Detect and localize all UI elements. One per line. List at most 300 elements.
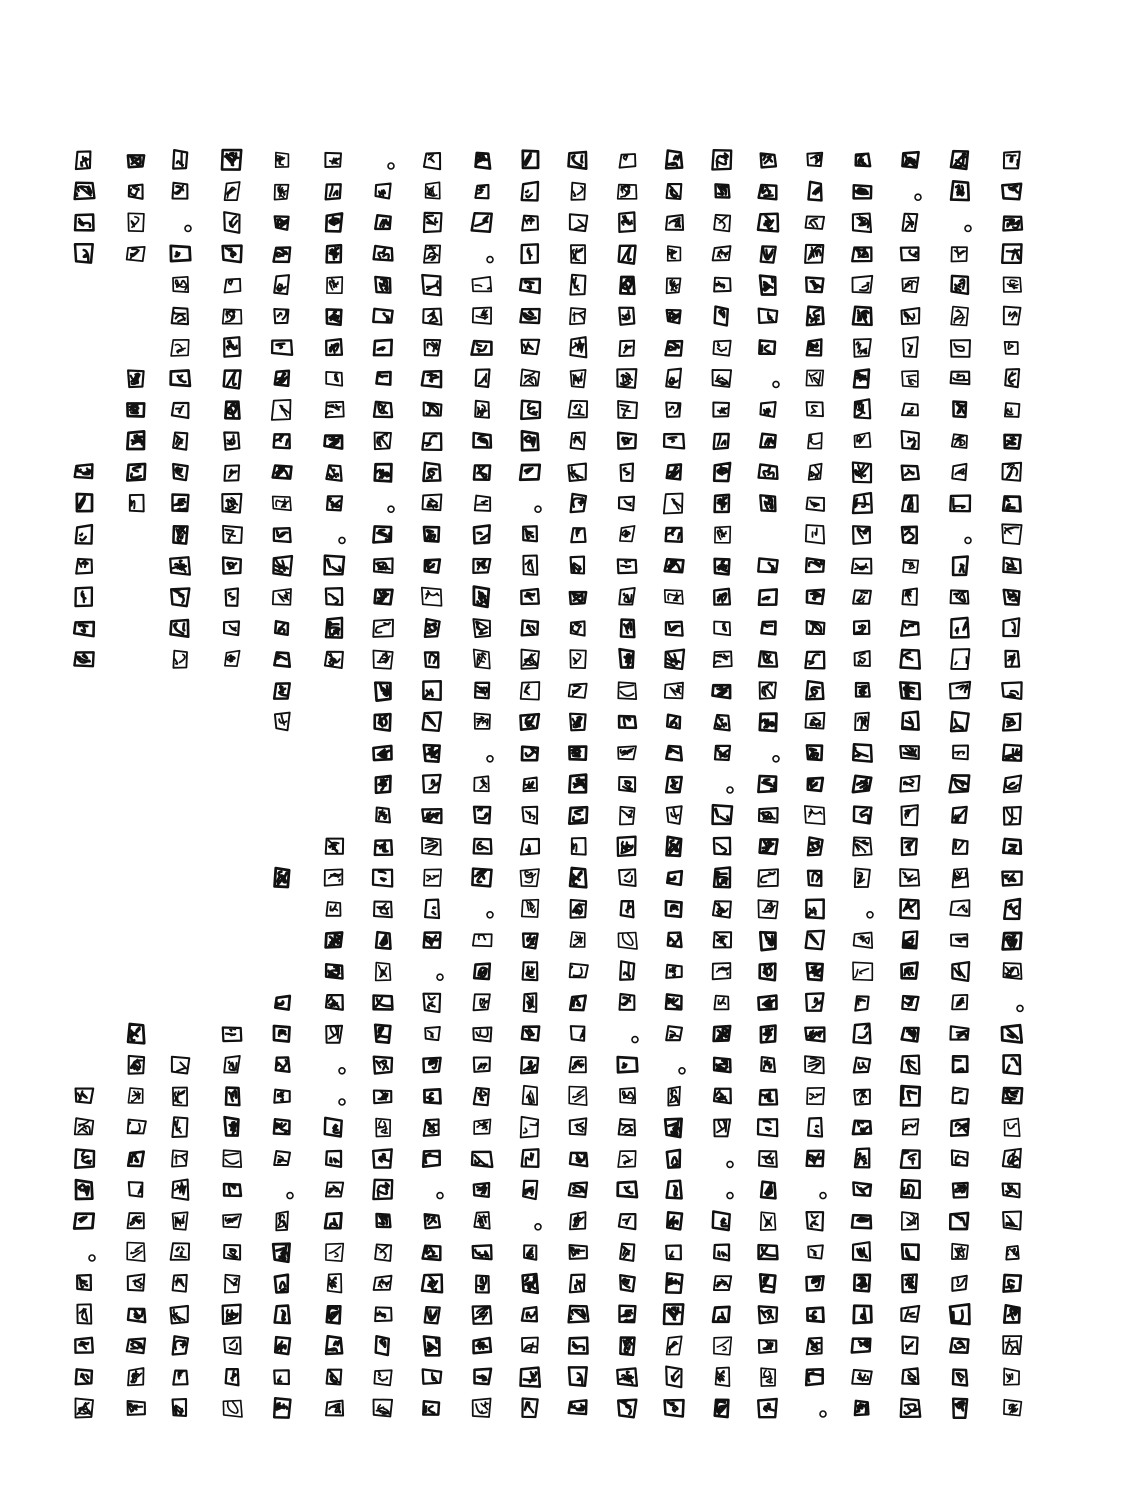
handwritten-glyph — [376, 1119, 390, 1137]
handwritten-glyph — [224, 1056, 240, 1073]
handwritten-glyph — [1003, 217, 1022, 231]
handwritten-glyph — [474, 1119, 490, 1134]
handwritten-glyph — [952, 962, 969, 981]
handwritten-glyph — [618, 401, 637, 418]
handwritten-glyph — [76, 1180, 92, 1199]
column-3 — [900, 152, 921, 1417]
handwritten-glyph — [758, 559, 777, 573]
handwritten-glyph — [569, 1400, 587, 1414]
handwritten-glyph — [171, 246, 190, 261]
handwritten-glyph — [570, 592, 586, 604]
handwritten-glyph — [715, 559, 730, 574]
handwritten-glyph — [667, 464, 681, 479]
period-mark — [915, 194, 921, 200]
handwritten-glyph — [855, 996, 868, 1010]
handwritten-glyph — [326, 465, 341, 480]
handwritten-glyph — [854, 807, 871, 824]
handwritten-glyph — [952, 1276, 967, 1291]
handwritten-glyph — [951, 1119, 968, 1136]
handwritten-glyph — [173, 1275, 187, 1292]
handwritten-glyph — [373, 526, 391, 542]
handwritten-glyph — [953, 1370, 967, 1386]
handwritten-glyph — [808, 433, 822, 449]
handwritten-glyph — [275, 996, 290, 1010]
handwritten-glyph — [666, 901, 682, 917]
handwritten-glyph — [375, 277, 390, 293]
handwritten-glyph — [569, 464, 586, 482]
handwritten-glyph — [523, 556, 537, 575]
handwritten-glyph — [853, 463, 871, 483]
handwritten-glyph — [326, 933, 342, 948]
handwritten-glyph — [275, 621, 288, 635]
handwritten-glyph — [570, 996, 586, 1010]
handwritten-glyph — [570, 650, 586, 668]
handwritten-glyph — [953, 1399, 967, 1418]
handwritten-glyph — [326, 1151, 341, 1167]
handwritten-glyph — [618, 433, 636, 449]
handwritten-glyph — [950, 775, 970, 792]
handwritten-glyph — [474, 649, 490, 668]
handwritten-glyph — [713, 246, 731, 260]
handwritten-glyph — [522, 1307, 537, 1321]
handwritten-glyph — [326, 213, 342, 231]
handwritten-glyph — [173, 464, 188, 480]
handwritten-glyph — [1003, 1088, 1022, 1103]
handwritten-glyph — [808, 837, 823, 855]
handwritten-glyph — [666, 528, 682, 542]
handwritten-glyph — [759, 464, 778, 478]
handwritten-glyph — [760, 495, 775, 511]
handwritten-glyph — [807, 498, 825, 511]
handwritten-glyph — [902, 712, 918, 730]
handwritten-glyph — [617, 369, 636, 388]
handwritten-glyph — [1004, 152, 1020, 169]
handwritten-glyph — [853, 776, 871, 792]
period-mark — [727, 1161, 733, 1167]
handwritten-glyph — [570, 1212, 586, 1229]
handwritten-glyph — [759, 651, 777, 666]
handwritten-glyph — [325, 1213, 341, 1228]
handwritten-glyph — [1005, 435, 1021, 449]
handwritten-glyph — [1002, 872, 1021, 886]
handwritten-glyph — [570, 275, 585, 295]
handwritten-glyph — [760, 1090, 777, 1105]
handwritten-glyph — [326, 184, 341, 199]
handwritten-glyph — [75, 1150, 94, 1168]
handwritten-glyph — [805, 652, 824, 669]
handwritten-glyph — [855, 433, 871, 447]
handwritten-glyph — [476, 369, 490, 387]
period-mark — [437, 1193, 443, 1199]
handwritten-glyph — [275, 1337, 290, 1354]
handwritten-glyph — [74, 622, 94, 636]
handwritten-glyph — [1004, 1275, 1021, 1292]
handwritten-glyph — [667, 184, 682, 199]
handwritten-glyph — [951, 151, 968, 169]
handwritten-glyph — [173, 277, 188, 292]
handwritten-glyph — [759, 1340, 776, 1353]
handwritten-glyph — [520, 279, 540, 293]
handwritten-glyph — [1002, 682, 1021, 699]
handwritten-glyph — [272, 340, 292, 354]
handwritten-glyph — [1003, 558, 1020, 573]
handwritten-glyph — [569, 1183, 587, 1198]
handwritten-glyph — [666, 151, 682, 169]
handwritten-glyph — [854, 621, 869, 634]
handwritten-glyph — [807, 1151, 824, 1166]
handwritten-glyph — [900, 869, 919, 886]
handwritten-glyph — [667, 1336, 682, 1354]
handwritten-glyph — [762, 622, 776, 635]
handwritten-glyph — [1003, 618, 1019, 636]
handwritten-glyph — [474, 807, 490, 823]
handwritten-glyph — [950, 1304, 969, 1324]
handwritten-glyph — [807, 1212, 824, 1230]
handwritten-glyph — [522, 621, 538, 636]
handwritten-glyph — [472, 213, 492, 231]
handwritten-glyph — [805, 806, 825, 824]
handwritten-glyph — [666, 777, 682, 792]
handwritten-glyph — [425, 1027, 440, 1040]
handwritten-glyph — [171, 589, 189, 607]
handwritten-glyph — [715, 495, 729, 512]
handwritten-glyph — [902, 1275, 917, 1292]
handwritten-glyph — [473, 1028, 491, 1042]
handwritten-glyph — [76, 559, 92, 574]
handwritten-glyph — [424, 1119, 439, 1135]
period-mark — [773, 381, 779, 387]
column-15 — [325, 153, 346, 1416]
handwritten-glyph — [807, 964, 823, 981]
handwritten-glyph — [523, 962, 538, 980]
handwritten-glyph — [128, 1274, 145, 1290]
handwritten-glyph — [853, 837, 871, 855]
handwritten-glyph — [128, 1368, 144, 1385]
handwritten-glyph — [714, 1058, 730, 1072]
handwritten-glyph — [374, 1057, 392, 1074]
period-mark — [773, 756, 779, 762]
handwritten-glyph — [325, 436, 343, 449]
handwritten-glyph — [422, 838, 441, 855]
handwritten-glyph — [806, 681, 823, 699]
handwritten-glyph — [806, 931, 824, 949]
handwritten-glyph — [474, 433, 491, 448]
handwritten-glyph — [903, 1119, 919, 1134]
handwritten-glyph — [130, 495, 144, 512]
period-mark — [287, 1193, 293, 1199]
handwritten-glyph — [619, 588, 635, 605]
handwritten-glyph — [570, 337, 586, 357]
handwritten-glyph — [1003, 1184, 1020, 1198]
handwritten-glyph — [665, 683, 683, 699]
handwritten-glyph — [666, 1246, 681, 1260]
handwritten-glyph — [901, 1056, 919, 1074]
handwritten-glyph — [522, 1027, 539, 1041]
handwritten-glyph — [325, 652, 343, 668]
handwritten-glyph — [172, 1180, 188, 1200]
handwritten-glyph — [952, 807, 967, 823]
handwritten-glyph — [1004, 1368, 1019, 1384]
handwritten-glyph — [325, 1118, 342, 1137]
handwritten-glyph — [761, 1182, 775, 1199]
handwritten-glyph — [852, 248, 871, 262]
handwritten-glyph — [475, 1369, 492, 1384]
handwritten-glyph — [902, 996, 918, 1010]
handwritten-glyph — [225, 402, 239, 419]
column-14 — [373, 163, 394, 1417]
period-mark — [339, 1068, 345, 1074]
handwritten-glyph — [171, 620, 189, 637]
handwritten-glyph — [571, 900, 587, 918]
handwritten-glyph — [376, 808, 390, 823]
handwritten-glyph — [667, 806, 682, 824]
handwritten-glyph — [713, 963, 731, 979]
handwritten-glyph — [852, 1370, 872, 1384]
handwritten-glyph — [620, 961, 634, 980]
handwritten-glyph — [806, 1276, 823, 1290]
handwritten-glyph — [422, 371, 441, 387]
handwritten-glyph — [422, 433, 441, 450]
column-18 — [170, 150, 191, 1416]
handwritten-glyph — [902, 431, 919, 449]
handwritten-glyph — [274, 528, 291, 542]
handwritten-glyph — [618, 560, 637, 574]
handwritten-glyph — [77, 494, 92, 511]
handwritten-glyph — [951, 649, 969, 669]
handwritten-glyph — [76, 588, 92, 607]
period-mark — [1017, 1005, 1023, 1011]
handwritten-glyph — [276, 1212, 288, 1231]
handwritten-glyph — [520, 309, 539, 323]
handwritten-glyph — [758, 776, 776, 792]
handwritten-glyph — [521, 682, 540, 700]
handwritten-glyph — [951, 934, 967, 947]
handwritten-glyph — [853, 526, 870, 544]
handwritten-glyph — [74, 652, 93, 666]
handwritten-glyph — [952, 247, 968, 261]
handwritten-glyph — [523, 1399, 538, 1418]
handwritten-glyph — [475, 401, 489, 418]
handwritten-glyph — [570, 1245, 587, 1259]
handwritten-glyph — [853, 493, 872, 513]
handwritten-glyph — [950, 496, 970, 512]
handwritten-glyph — [951, 590, 969, 603]
handwritten-glyph — [570, 932, 584, 947]
handwritten-glyph — [223, 1028, 242, 1042]
handwritten-glyph — [854, 370, 869, 388]
handwritten-glyph — [171, 371, 190, 386]
handwritten-glyph — [621, 464, 633, 481]
handwritten-glyph — [423, 1151, 440, 1167]
column-6 — [758, 153, 779, 1417]
handwritten-glyph — [522, 340, 540, 354]
handwritten-glyph — [425, 652, 438, 667]
handwritten-glyph — [759, 808, 778, 823]
period-mark — [339, 1099, 345, 1105]
handwritten-glyph — [760, 840, 778, 854]
handwritten-glyph — [224, 337, 240, 357]
period-mark — [89, 1255, 95, 1261]
handwritten-glyph — [374, 902, 392, 918]
handwritten-glyph — [128, 1120, 146, 1134]
handwritten-glyph — [376, 932, 390, 949]
handwritten-glyph — [620, 649, 634, 667]
handwritten-glyph — [374, 559, 393, 574]
handwritten-glyph — [225, 651, 240, 667]
handwritten-glyph — [902, 588, 917, 605]
handwritten-glyph — [425, 340, 441, 356]
handwritten-glyph — [274, 248, 291, 262]
handwritten-glyph — [760, 964, 776, 981]
handwritten-glyph — [274, 1026, 290, 1042]
handwritten-glyph — [714, 622, 730, 636]
handwritten-glyph — [275, 371, 289, 386]
handwritten-glyph — [328, 1274, 342, 1293]
handwritten-glyph — [173, 150, 187, 169]
handwritten-glyph — [854, 1090, 870, 1105]
handwritten-glyph — [522, 182, 538, 201]
handwritten-glyph — [854, 1275, 870, 1292]
handwritten-glyph — [760, 276, 775, 295]
handwritten-glyph — [75, 244, 93, 262]
handwritten-glyph — [75, 215, 93, 231]
handwritten-glyph — [473, 1306, 492, 1324]
handwritten-glyph — [377, 1214, 391, 1227]
handwritten-glyph — [713, 901, 731, 917]
handwritten-glyph — [423, 309, 441, 325]
handwritten-glyph — [274, 1370, 289, 1384]
handwritten-glyph — [1004, 807, 1021, 825]
handwritten-glyph — [761, 153, 776, 167]
handwritten-glyph — [171, 1243, 190, 1260]
handwritten-glyph — [569, 775, 586, 793]
handwritten-glyph — [761, 1026, 776, 1043]
handwritten-glyph — [853, 307, 872, 325]
handwritten-glyph — [326, 1401, 343, 1416]
handwritten-glyph — [225, 1117, 239, 1135]
handwritten-glyph — [127, 247, 145, 261]
handwritten-glyph — [523, 526, 537, 541]
handwritten-glyph — [715, 1400, 729, 1417]
handwritten-glyph — [226, 588, 238, 605]
handwritten-glyph — [950, 682, 970, 699]
handwritten-glyph — [225, 279, 241, 293]
handwritten-glyph — [327, 245, 341, 262]
handwritten-glyph — [901, 1150, 920, 1168]
handwritten-glyph — [76, 1369, 92, 1384]
handwritten-glyph — [667, 1150, 680, 1168]
handwritten-glyph — [569, 1367, 587, 1385]
handwritten-glyph — [521, 1368, 540, 1387]
handwritten-glyph — [619, 1119, 635, 1135]
handwritten-glyph — [376, 963, 391, 981]
handwritten-glyph — [521, 714, 539, 730]
handwritten-glyph — [713, 403, 729, 417]
handwritten-glyph — [1004, 590, 1020, 605]
handwritten-glyph — [521, 839, 539, 855]
handwritten-glyph — [619, 308, 634, 325]
handwritten-glyph — [1003, 933, 1022, 949]
handwritten-glyph — [326, 995, 343, 1010]
handwritten-glyph — [77, 1304, 91, 1323]
column-10 — [569, 152, 589, 1414]
handwritten-glyph — [374, 246, 393, 260]
handwritten-glyph — [225, 465, 240, 480]
handwritten-glyph — [572, 838, 586, 855]
handwritten-glyph — [1005, 403, 1020, 417]
handwritten-glyph — [569, 1306, 589, 1322]
handwritten-glyph — [853, 590, 871, 603]
handwritten-glyph — [373, 651, 392, 669]
period-mark — [727, 1193, 733, 1199]
handwritten-glyph — [951, 307, 968, 326]
handwritten-glyph — [902, 838, 917, 855]
handwritten-glyph — [620, 1244, 634, 1261]
handwritten-glyph — [901, 1086, 920, 1105]
handwritten-glyph — [1003, 963, 1021, 979]
handwritten-glyph — [274, 1398, 290, 1417]
handwritten-glyph — [854, 339, 871, 357]
handwritten-glyph — [173, 1336, 188, 1354]
handwritten-glyph — [1002, 184, 1021, 199]
handwritten-glyph — [373, 1149, 392, 1167]
handwritten-glyph — [619, 777, 635, 792]
handwritten-glyph — [853, 744, 872, 761]
handwritten-glyph — [275, 868, 290, 887]
handwritten-glyph — [761, 402, 776, 417]
handwritten-glyph — [1002, 524, 1021, 544]
handwritten-glyph — [902, 371, 918, 387]
handwritten-glyph — [1002, 1025, 1022, 1042]
handwritten-glyph — [522, 900, 539, 917]
handwritten-glyph — [1003, 1336, 1021, 1354]
handwritten-glyph — [224, 433, 239, 450]
handwritten-glyph — [950, 900, 969, 916]
handwritten-glyph — [425, 900, 439, 919]
handwritten-glyph — [666, 341, 683, 355]
handwritten-glyph — [806, 993, 823, 1010]
period-mark — [965, 225, 971, 231]
handwritten-glyph — [716, 184, 730, 197]
column-9 — [617, 154, 638, 1417]
handwritten-glyph — [761, 1368, 775, 1386]
handwritten-glyph — [171, 1306, 188, 1324]
handwritten-glyph — [474, 1183, 489, 1197]
column-7 — [712, 150, 733, 1417]
handwritten-glyph — [854, 185, 872, 198]
handwritten-glyph — [806, 370, 823, 385]
handwritten-glyph — [423, 463, 440, 481]
handwritten-glyph — [128, 1213, 144, 1228]
handwritten-glyph — [902, 152, 918, 167]
handwritten-glyph — [474, 964, 490, 979]
handwritten-glyph — [475, 683, 489, 698]
handwritten-glyph — [374, 1276, 392, 1290]
handwritten-glyph — [808, 1245, 823, 1258]
handwritten-glyph — [273, 589, 291, 605]
handwritten-glyph — [274, 309, 288, 323]
handwritten-glyph — [473, 934, 492, 946]
handwritten-glyph — [953, 1056, 967, 1072]
handwritten-glyph — [807, 590, 824, 604]
handwritten-glyph — [373, 870, 392, 887]
handwritten-glyph — [223, 246, 242, 262]
handwritten-glyph — [223, 1305, 241, 1324]
column-11 — [520, 151, 541, 1417]
handwritten-glyph — [424, 403, 442, 416]
handwritten-glyph — [326, 1244, 343, 1262]
handwritten-glyph — [900, 746, 919, 759]
